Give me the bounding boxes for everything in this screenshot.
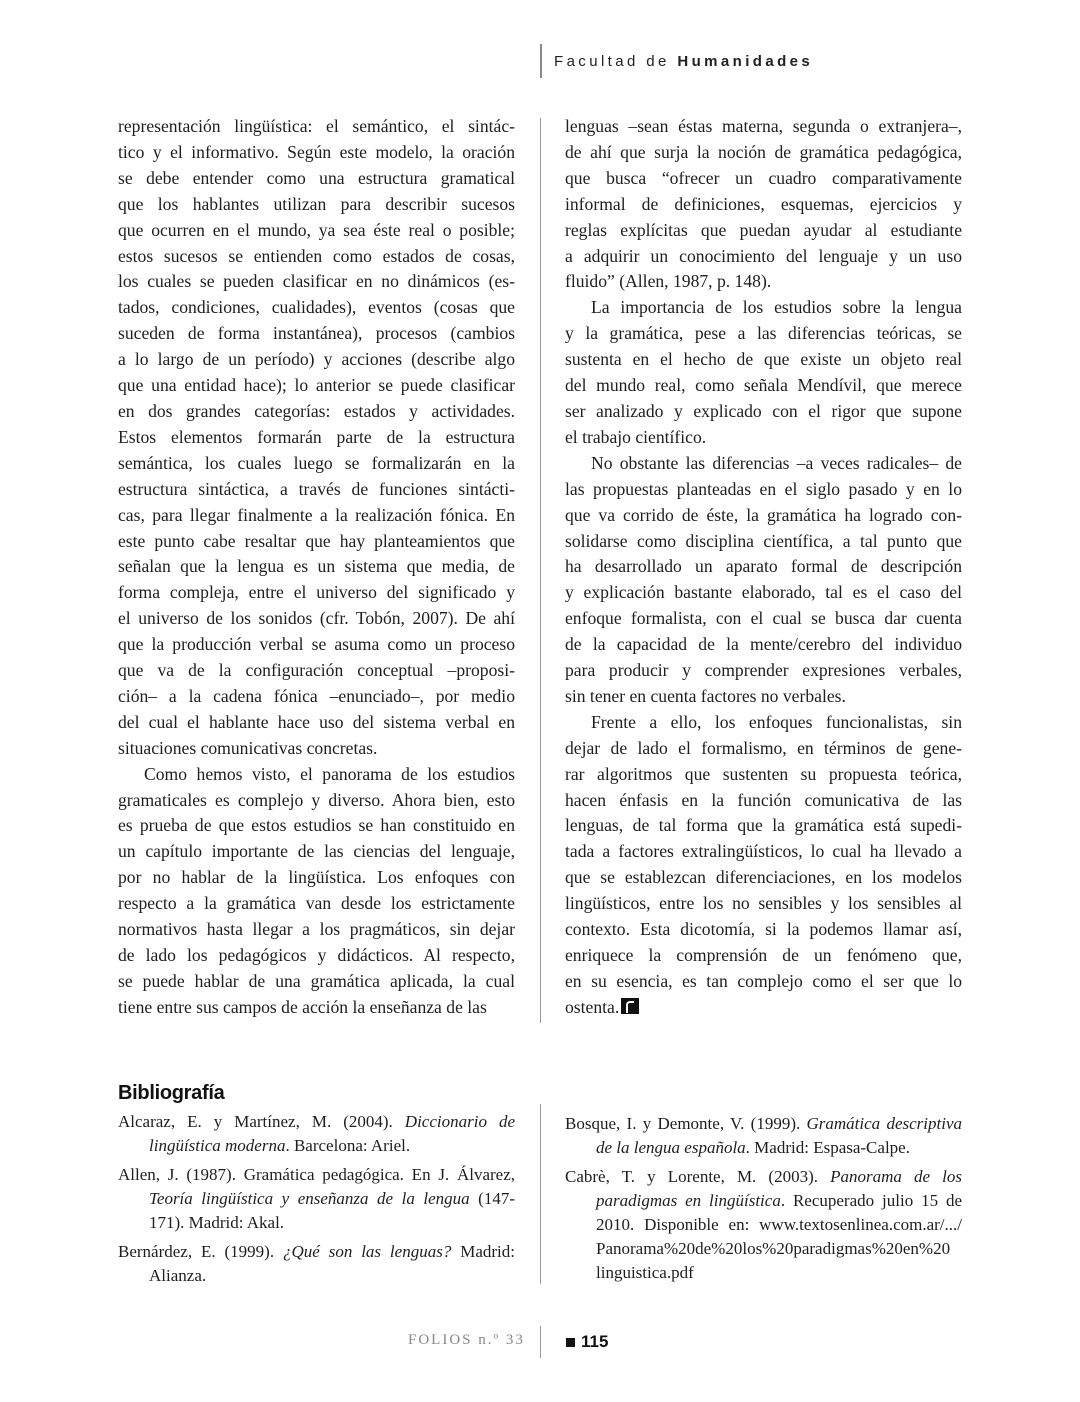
text-line: ha desarrollado un aparato formal de descripción: [565, 556, 962, 577]
text-line: tada a factores extralingüísticos, lo cual ha llevado a: [565, 841, 962, 862]
text-line: del cual el hablante hace uso del sistema verbal en: [118, 711, 515, 732]
text-line: los cuales se pueden clasificar en no dinámicos (es-: [118, 271, 515, 292]
text-line: el trabajo científico.: [565, 426, 707, 447]
text-line: lenguas, de tal forma que la gramática está supedi-: [565, 815, 962, 836]
text-line: que se establezcan diferenciaciones, en los modelos: [565, 867, 962, 888]
journal-issue: FOLIOS n.º 33: [408, 1332, 525, 1348]
text-line: estos sucesos se entienden como estados de cosas,: [118, 245, 515, 266]
text-line: suceden de forma instantánea), procesos (cambios: [118, 323, 515, 344]
text-line: se debe entender como una estructura gramatical: [118, 167, 515, 188]
entry-publisher: . Madrid: Espasa-Calpe.: [745, 1138, 910, 1157]
text-line: para producir y comprender expresiones verbales,: [565, 660, 962, 681]
text-line: en dos grandes categorías: estados y actividades.: [118, 400, 515, 421]
entry-title: Teoría lingüística y enseñanza de la lengua: [149, 1189, 470, 1208]
text-line: sustenta en el hecho de que existe un objeto real: [565, 349, 962, 370]
text-line: Frente a ello, los enfoques funcionalistas, sin: [591, 711, 962, 732]
text-line: de ahí que surja la noción de gramática pedagógica,: [565, 141, 962, 162]
text-line: que la producción verbal se asuma como un proceso: [118, 634, 515, 655]
text-line: lenguas –sean éstas materna, segunda o extranjera–,: [565, 116, 962, 136]
entry-authors: Alcaraz, E. y Martínez, M. (2004).: [118, 1112, 405, 1131]
text-line: que una entidad hace); lo anterior se puede clasificar: [118, 375, 515, 396]
column-divider-bibliography: [540, 1104, 541, 1284]
text-line: representación lingüística: el semántico, el sintác-: [118, 116, 515, 136]
body-column-left: [118, 114, 515, 1021]
text-line: contexto. Esta dicotomía, si la podemos llamar así,: [565, 919, 962, 940]
bibliography-entry: [565, 1165, 962, 1285]
text-line: fluido” (Allen, 1987, p. 148).: [565, 271, 772, 292]
text-line: ción– a la cadena fónica –enunciado–, por medio: [118, 685, 515, 706]
text-line: del mundo real, como señala Mendívil, que merece: [565, 375, 962, 396]
body-column-right: [565, 114, 962, 1021]
text-line: reglas explícitas que puedan ayudar al estudiante: [565, 219, 962, 240]
bibliography-entry: [118, 1240, 515, 1288]
text-line: semántica, los cuales luego se formalizarán en la: [118, 452, 515, 473]
header-faculty-name: Humanidades: [677, 52, 814, 70]
text-line: tico y el informativo. Según este modelo, la oración: [118, 141, 515, 162]
text-line: por no hablar de la lingüística. Los enfoques con: [118, 867, 515, 888]
text-line: respecto a la gramática van desde los estrictamente: [118, 893, 515, 914]
text-line: de lado los pedagógicos y didácticos. Al respecto,: [118, 945, 515, 965]
text-line: se puede hablar de una gramática aplicada, la cual: [118, 970, 515, 991]
text-line: en su esencia, es tan complejo como el ser que lo: [565, 970, 962, 991]
running-header: [540, 44, 813, 78]
header-text: [554, 53, 813, 70]
text-line: a adquirir un conocimiento del lenguaje y un uso: [565, 245, 962, 266]
text-line: ser analizado y explicado con el rigor que supone: [565, 400, 962, 421]
text-line: dejar de lado el formalismo, en términos de gene-: [565, 737, 962, 758]
text-line: Estos elementos formarán parte de la estructura: [118, 426, 515, 447]
text-line: lingüísticos, entre los no sensibles y los sensibles al: [565, 893, 962, 914]
text-line: forma compleja, entre el universo del significado y: [118, 582, 515, 603]
text-line: estructura sintáctica, a través de funciones sintácti-: [118, 478, 515, 499]
header-faculty-prefix: Facultad de: [554, 52, 678, 70]
text-line: No obstante las diferencias –a veces radicales– de: [591, 452, 962, 473]
text-line: rar algoritmos que sustenten su propuesta teórica,: [565, 763, 962, 784]
text-line: es prueba de que estos estudios se han constituido en: [118, 815, 515, 836]
bibliography-entry: [565, 1112, 962, 1160]
text-line: que va corrido de éste, la gramática ha logrado con-: [565, 504, 962, 525]
bibliography-right: [565, 1112, 962, 1290]
entry-title: Panorama de los paradigmas en lingüística: [596, 1167, 962, 1210]
text-line: este punto cabe resaltar que hay planteamientos que: [118, 530, 515, 551]
text-line: y explicación bastante elaborado, tal es el caso del: [565, 582, 962, 603]
text-line: a lo largo de un período) y acciones (describe algo: [118, 349, 515, 370]
entry-authors: Allen, J. (1987). Gramática pedagógica. En J. Álvarez,: [118, 1165, 515, 1184]
text-line: señalan que la lengua es un sistema que media, de: [118, 556, 515, 577]
text-line: que busca “ofrecer un cuadro comparativamente: [565, 167, 962, 188]
text-line: situaciones comunicativas concretas.: [118, 737, 378, 758]
text-line: las propuestas planteadas en el siglo pasado y en lo: [565, 478, 962, 499]
text-line: sin tener en cuenta factores no verbales.: [565, 685, 846, 706]
text-line: informal de definiciones, esquemas, ejercicios y: [565, 193, 962, 214]
text-line: tiene entre sus campos de acción la enseñanza de las: [118, 996, 487, 1017]
entry-title: Diccionario de lingüística moderna: [149, 1112, 515, 1155]
entry-publisher: . Barcelona: Ariel.: [285, 1136, 411, 1155]
text-line: Como hemos visto, el panorama de los estudios: [144, 763, 515, 784]
bibliography-title: Bibliografía: [118, 1082, 225, 1104]
text-line: gramaticales es complejo y diverso. Ahora bien, esto: [118, 789, 515, 810]
text-line: ostenta.: [565, 995, 962, 1021]
footer-divider: [540, 1326, 541, 1358]
entry-authors: Bosque, I. y Demonte, V. (1999).: [565, 1114, 807, 1133]
bibliography-entry: [118, 1163, 515, 1235]
column-divider-top: [540, 118, 541, 1023]
text-line: que va de la configuración conceptual –proposi-: [118, 660, 515, 681]
text-line: solidarse como disciplina científica, a tal punto que: [565, 530, 962, 551]
entry-authors: Cabrè, T. y Lorente, M. (2003).: [565, 1167, 831, 1186]
text-line: enfoque formalista, con el cual se busca dar cuenta: [565, 608, 962, 629]
entry-title: Gramática descriptiva de la lengua española: [596, 1114, 962, 1157]
entry-publisher: . Recuperado julio 15 de 2010. Disponible en: www.textosenlinea.com.ar/.../ Panorama%20de%20los%20paradigmas%20en%20 linguistica.pdf: [596, 1191, 962, 1282]
entry-authors: Bernárdez, E. (1999).: [118, 1242, 283, 1261]
text-line: el universo de los sonidos (cfr. Tobón, 2007). De ahí: [118, 608, 515, 629]
page-number-block: [566, 1332, 608, 1352]
bibliography-left: [118, 1110, 515, 1293]
entry-title: ¿Qué son las lenguas?: [282, 1242, 452, 1261]
square-bullet-icon: [566, 1338, 575, 1347]
text-line: enriquece la comprensión de un fenómeno que,: [565, 945, 962, 965]
text-line: un capítulo importante de las ciencias del lenguaje,: [118, 841, 515, 862]
text-line: de la capacidad de la mente/cerebro del individuo: [565, 634, 962, 655]
entry-publisher: (147-171). Madrid: Akal.: [149, 1189, 515, 1232]
bibliography-entry: [118, 1110, 515, 1158]
page-number: 115: [581, 1332, 609, 1351]
text-line: La importancia de los estudios sobre la lengua: [591, 297, 962, 318]
text-line: cas, para llegar finalmente a la realización fónica. En: [118, 504, 515, 525]
text-line: y la gramática, pese a las diferencias teóricas, se: [565, 323, 962, 344]
text-line: que los hablantes utilizan para describir sucesos: [118, 193, 515, 214]
text-line: tados, condiciones, cualidades), eventos (cosas que: [118, 297, 515, 318]
text-line: que ocurren en el mundo, ya sea éste real o posible;: [118, 219, 515, 240]
end-of-article-icon: [621, 998, 639, 1014]
text-line: hacen énfasis en la función comunicativa de las: [565, 789, 962, 810]
text-line: normativos hasta llegar a los pragmáticos, sin dejar: [118, 919, 515, 940]
entry-publisher: Madrid: Alianza.: [149, 1242, 515, 1285]
